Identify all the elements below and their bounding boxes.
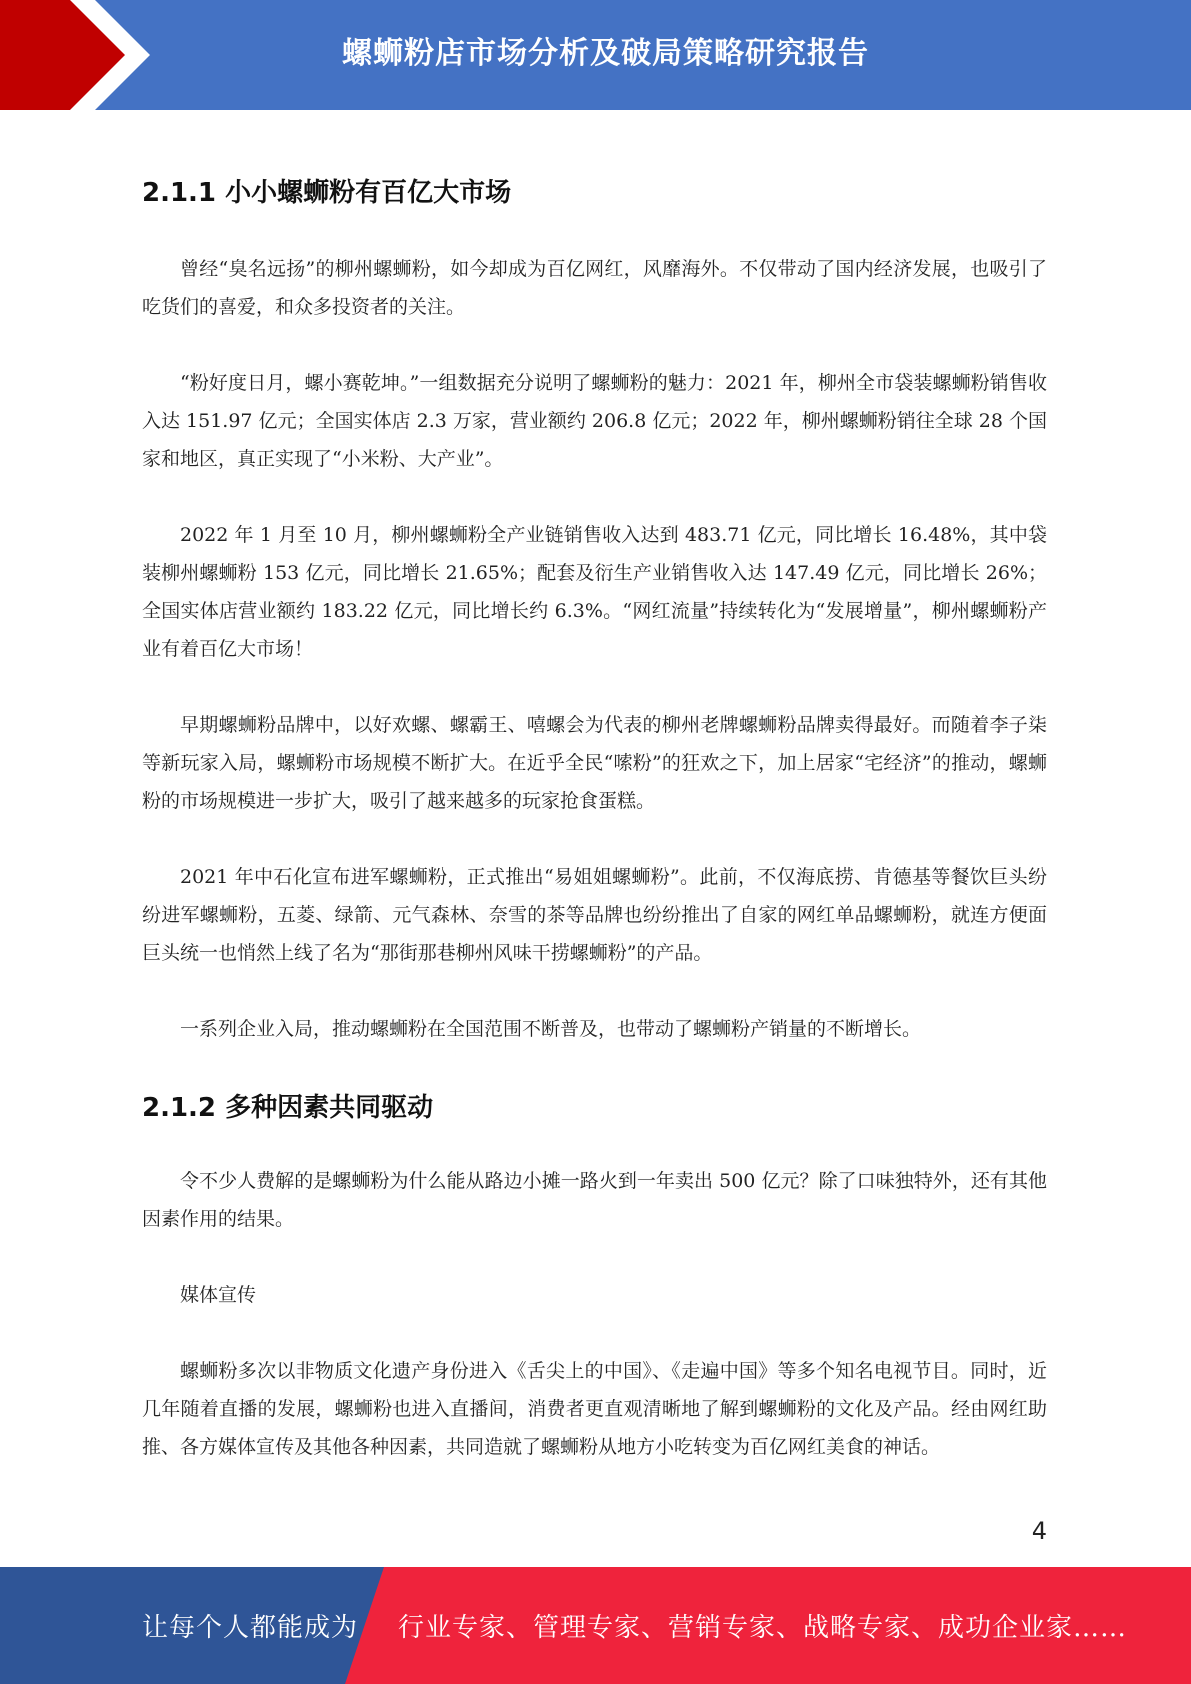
footer-slogan-right: 行业专家、管理专家、营销专家、战略专家、成功企业家…… (398, 1613, 1128, 1643)
header-banner (0, 0, 1191, 110)
paragraph: 一系列企业入局，推动螺蛳粉在全国范围不断普及，也带动了螺蛳粉产销量的不断增长。 (180, 1018, 922, 1040)
page-number: 4 (1031, 1517, 1047, 1545)
paragraph: 早期螺蛳粉品牌中，以好欢螺、螺霸王、嘻螺会为代表的柳州老牌螺蛳粉品牌卖得最好。而随着李子柒等新玩家入局，螺蛳粉市场规模不断扩大。在近乎全民“嗦粉”的狂欢之下，加上居家“宅经济”的推动，螺蛳粉的市场规模进一步扩大，吸引了越来越多的玩家抢食蛋糕。 (142, 714, 1047, 812)
report-title: 螺蛳粉店市场分析及破局策略研究报告 (342, 36, 869, 71)
footer-slogan-left: 让每个人都能成为 (142, 1613, 359, 1643)
section-heading-2-1-2: 2.1.2 多种因素共同驱动 (142, 1093, 434, 1123)
section-heading-2-1-1: 2.1.1 小小螺蛳粉有百亿大市场 (142, 178, 512, 208)
paragraph: 2021 年中石化宣布进军螺蛳粉，正式推出“易姐姐螺蛳粉”。此前，不仅海底捞、肯德基等餐饮巨头纷纷进军螺蛳粉，五菱、绿箭、元气森林、奈雪的茶等品牌也纷纷推出了自家的网红单品螺蛳粉，就连方便面巨头统一也悄然上线了名为“那街那巷柳州风味干捞螺蛳粉”的产品。 (142, 866, 1047, 964)
footer-banner (0, 1567, 1191, 1684)
paragraph: 2022 年 1 月至 10 月，柳州螺蛳粉全产业链销售收入达到 483.71 亿元，同比增长 16.48%，其中袋装柳州螺蛳粉 153 亿元，同比增长 21.65%；配套及衍生产业销售收入达 147.49 亿元，同比增长 26%；全国实体店营业额约 183.22 亿元，同比增长约 6.3%。“网红流量”持续转化为“发展增量”，柳州螺蛳粉产业有着百亿大市场！ (142, 524, 1047, 660)
paragraph: 令不少人费解的是螺蛳粉为什么能从路边小摊一路火到一年卖出 500 亿元？除了口味独特外，还有其他因素作用的结果。 (142, 1170, 1047, 1230)
subheading-media: 媒体宣传 (180, 1284, 257, 1306)
paragraph: 螺蛳粉多次以非物质文化遗产身份进入《舌尖上的中国》、《走遍中国》等多个知名电视节目。同时，近几年随着直播的发展，螺蛳粉也进入直播间，消费者更直观清晰地了解到螺蛳粉的文化及产品。经由网红助推、各方媒体宣传及其他各种因素，共同造就了螺蛳粉从地方小吃转变为百亿网红美食的神话。 (142, 1360, 1047, 1458)
paragraph: 曾经“臭名远扬”的柳州螺蛳粉，如今却成为百亿网红，风靡海外。不仅带动了国内经济发展，也吸引了吃货们的喜爱，和众多投资者的关注。 (142, 258, 1047, 318)
paragraph: “粉好度日月，螺小赛乾坤。”一组数据充分说明了螺蛳粉的魅力：2021 年，柳州全市袋装螺蛳粉销售收入达 151.97 亿元；全国实体店 2.3 万家，营业额约 206.8 亿元；2022 年，柳州螺蛳粉销往全球 28 个国家和地区，真正实现了“小米粉、大产业”。 (142, 372, 1047, 470)
